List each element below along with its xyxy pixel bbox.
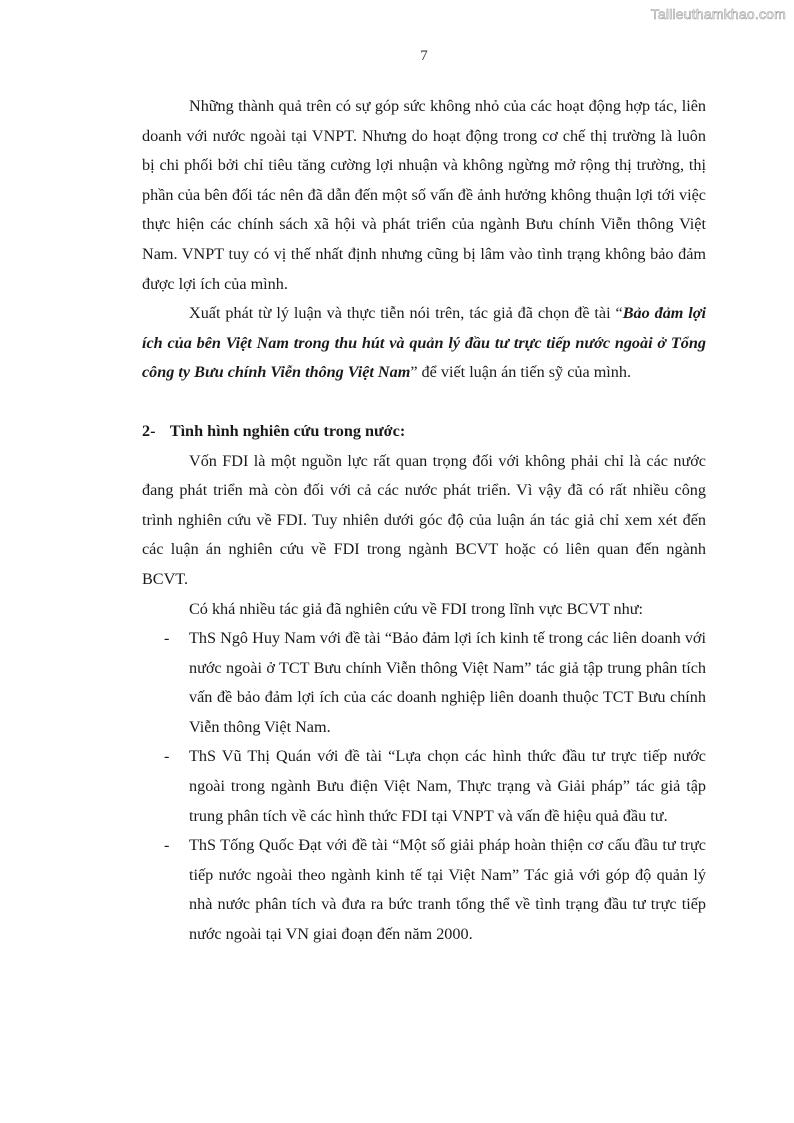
list-dash: - (164, 629, 170, 648)
section-title: Tình hình nghiên cứu trong nước: (169, 421, 406, 440)
list-item-text: ThS Tống Quốc Đạt với đề tài “Một số giải pháp hoàn thiện cơ cấu đầu tư trực tiếp nước ngoài theo ngành kinh tế tại Việt Nam” Tác giả với góp độ quản lý nhà nước phân tích và đưa ra bức tranh tổng thể về tình trạng đầu tư trực tiếp nước ngoài tại VN giai đoạn đến năm 2000. (189, 836, 706, 944)
paragraph-results: Những thành quả trên có sự góp sức không nhỏ của các hoạt động hợp tác, liên doanh với nước ngoài tại VNPT. Nhưng do hoạt động trong cơ chế thị trường là luôn bị chi phối bởi chỉ tiêu tăng cường lợi nhuận và không ngừng mở rộng thị trường, thị phần của bên đối tác nên đã dẫn đến một số vấn đề ảnh hưởng không thuận lợi tới việc thực hiện các chính sách xã hội và phát triển của ngành Bưu chính Viễn thông Việt Nam. VNPT tuy có vị thế nhất định nhưng cũng bị lâm vào tình trạng không bảo đảm được lợi ích của mình. (142, 97, 706, 293)
section-number: 2- (142, 421, 156, 440)
topic-intro: Xuất phát từ lý luận và thực tiễn nói trên, tác giả đã chọn đề tài “ (189, 304, 623, 323)
list-dash: - (164, 747, 170, 766)
watermark: Tailieuthamkhao.com (650, 6, 786, 22)
section-heading (142, 417, 706, 447)
topic-outro: ” để viết luận án tiến sỹ của mình. (410, 363, 632, 382)
list-item-text: ThS Vũ Thị Quán với đề tài “Lựa chọn các hình thức đầu tư trực tiếp nước ngoài trong ngành Bưu điện Việt Nam, Thực trạng và Giải pháp” tác giả tập trung phân tích về các hình thức FDI tại VNPT và vấn đề hiệu quả đầu tư. (189, 747, 706, 825)
paragraph-fdi: Vốn FDI là một nguồn lực rất quan trọng đối với không phải chỉ là các nước đang phát triển mà còn đối với cả các nước phát triển. Vì vậy đã có rất nhiều công trình nghiên cứu về FDI. Tuy nhiên dưới góc độ của luận án tác giả chỉ xem xét đến các luận án nghiên cứu về FDI trong ngành BCVT hoặc có liên quan đến ngành BCVT. (142, 451, 706, 588)
paragraph-authors-intro: Có khá nhiều tác giả đã nghiên cứu về FDI trong lĩnh vực BCVT như: (189, 599, 644, 618)
paragraph-topic (142, 299, 706, 388)
thesis-title: Bảo đảm lợi ích của bên Việt Nam trong thu hút và quản lý đầu tư trực tiếp nước ngoài ở Tổng công ty Bưu chính Viễn thông Việt Nam (142, 304, 706, 382)
page-number: 7 (420, 48, 428, 64)
list-item (142, 831, 706, 949)
document-body (142, 92, 706, 950)
list-item (142, 742, 706, 831)
list-dash: - (164, 836, 170, 855)
research-list (142, 624, 706, 950)
list-item (142, 624, 706, 742)
list-item-text: ThS Ngô Huy Nam với đề tài “Bảo đảm lợi ích kinh tế trong các liên doanh với nước ngoài ở TCT Bưu chính Viễn thông Việt Nam” tác giả tập trung phân tích vấn đề bảo đảm lợi ích của các doanh nghiệp liên doanh thuộc TCT Bưu chính Viễn thông Việt Nam. (189, 629, 706, 736)
